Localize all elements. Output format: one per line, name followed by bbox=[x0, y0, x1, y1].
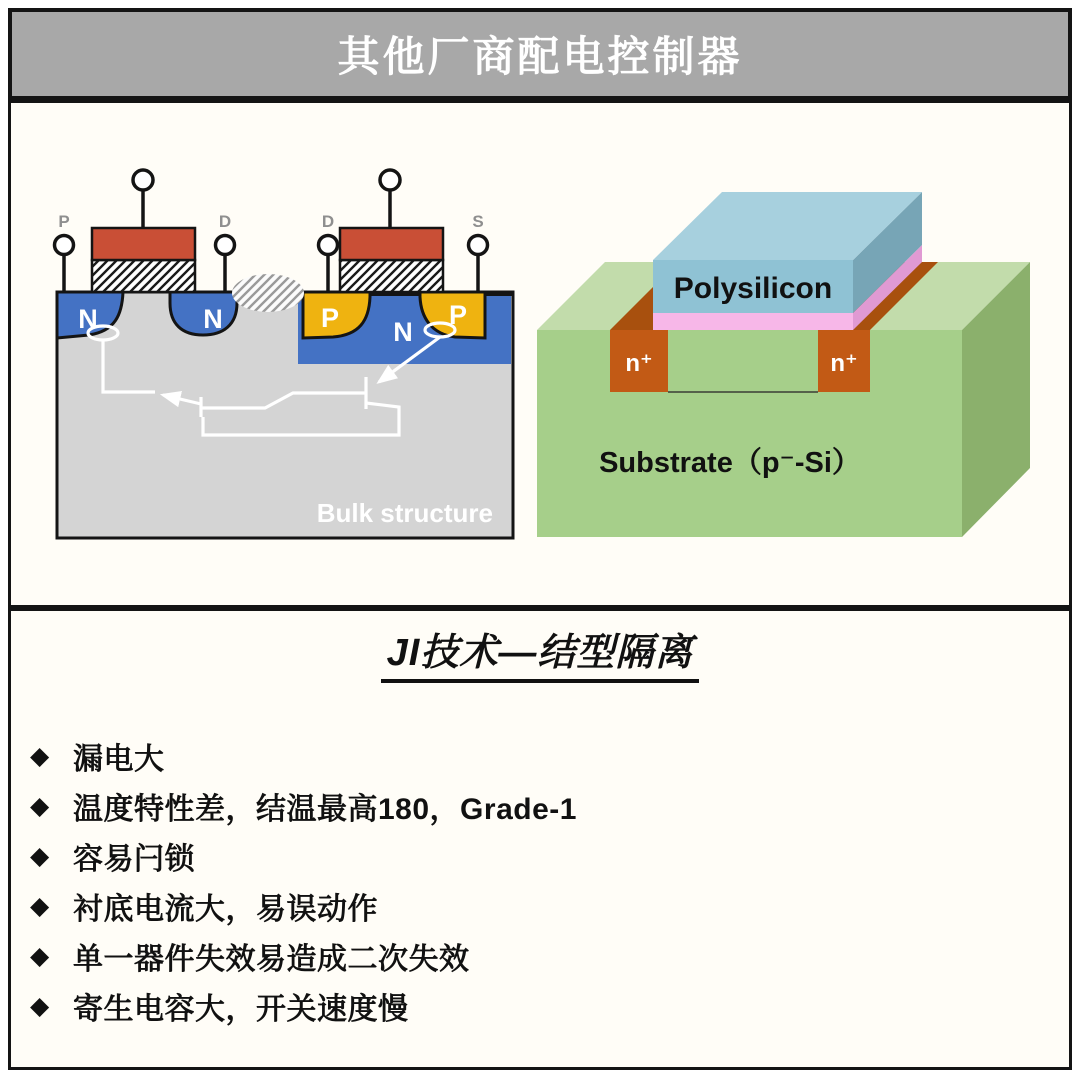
diamond-bullet-icon: ◆ bbox=[30, 791, 50, 820]
bulk-structure-diagram bbox=[25, 145, 525, 557]
mosfet-3d-diagram bbox=[530, 140, 1070, 560]
list-item-text: 单一器件失效易造成二次失效 bbox=[73, 943, 470, 976]
list-item bbox=[30, 781, 1069, 831]
gate-metal-right bbox=[340, 228, 443, 260]
list-item-text: 寄生电容大，开关速度慢 bbox=[73, 993, 409, 1026]
nplus-right-label: n⁺ bbox=[830, 350, 858, 377]
region-label-n-left: N bbox=[78, 304, 98, 334]
terminal-circle-d2 bbox=[319, 236, 338, 255]
list-item-text: 漏电大 bbox=[73, 743, 165, 776]
region-label-p-left: P bbox=[320, 303, 340, 333]
diamond-bullet-icon: ◆ bbox=[30, 741, 50, 770]
terminal-circle-s bbox=[469, 236, 488, 255]
gate-terminal-circle bbox=[133, 170, 153, 190]
list-item bbox=[30, 731, 1069, 781]
nplus-left-label: n⁺ bbox=[625, 350, 653, 377]
field-oxide-ellipse bbox=[232, 274, 304, 312]
substrate-label: Substrate（p⁻-Si） bbox=[599, 447, 861, 479]
terminal-circle-p bbox=[55, 236, 74, 255]
diamond-bullet-icon: ◆ bbox=[30, 941, 50, 970]
terminal-label-s: S bbox=[472, 212, 484, 231]
list-item bbox=[30, 931, 1069, 981]
list-item bbox=[30, 831, 1069, 881]
region-label-p-right: P bbox=[448, 300, 468, 330]
terminal-circle-d1 bbox=[216, 236, 235, 255]
section-title: JI技术—结型隔离 bbox=[381, 621, 700, 683]
diagram-panel bbox=[8, 100, 1072, 608]
gate-oxide-left bbox=[92, 260, 195, 292]
bullet-list bbox=[11, 731, 1069, 1031]
substrate-front-face bbox=[537, 330, 962, 537]
list-item bbox=[30, 981, 1069, 1031]
diamond-bullet-icon: ◆ bbox=[30, 841, 50, 870]
terminal-label-d2: D bbox=[321, 212, 335, 231]
diamond-bullet-icon: ◆ bbox=[30, 891, 50, 920]
gate-oxide-right bbox=[340, 260, 443, 292]
gate-oxide-front bbox=[653, 313, 853, 330]
header bbox=[8, 8, 1072, 100]
gate-metal-left bbox=[92, 228, 195, 260]
region-label-n-well: N bbox=[393, 317, 413, 347]
terminal-label-p: P bbox=[58, 212, 70, 231]
notes-panel bbox=[8, 608, 1072, 1070]
gate-terminal-circle bbox=[380, 170, 400, 190]
diagram-caption: Bulk structure bbox=[316, 498, 493, 528]
list-item-text: 容易闩锁 bbox=[73, 843, 195, 876]
polysilicon-label: Polysilicon bbox=[673, 272, 833, 305]
region-label-n-mid: N bbox=[203, 304, 223, 334]
terminal-label-d1: D bbox=[218, 212, 232, 231]
list-item-text: 温度特性差，结温最高180，Grade-1 bbox=[73, 793, 577, 826]
list-item bbox=[30, 881, 1069, 931]
list-item-text: 衬底电流大，易误动作 bbox=[73, 893, 378, 926]
page-title: 其他厂商配电控制器 bbox=[337, 33, 743, 80]
diamond-bullet-icon: ◆ bbox=[30, 991, 50, 1020]
